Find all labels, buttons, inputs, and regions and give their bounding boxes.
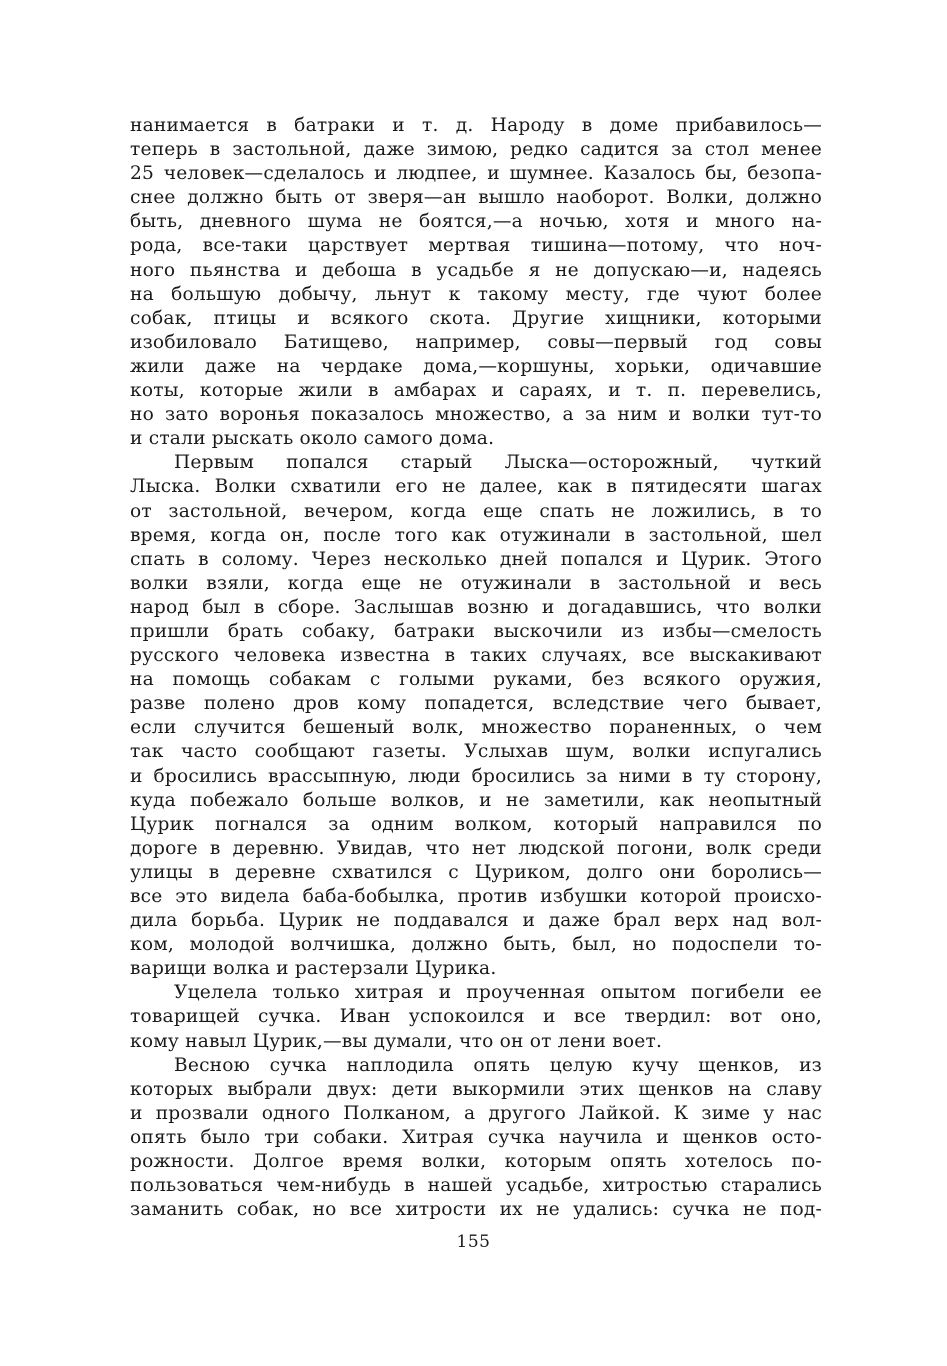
text-line: на помощь собакам с голыми руками, без всякого оружия, (130, 669, 822, 691)
text-line: теперь в застольной, даже зимою, редко садится за стол менее (130, 139, 822, 161)
text-line: быть, дневного шума не боятся,—а ночью, хотя и много на- (130, 211, 822, 233)
text-line: волки взяли, когда еще не отужинали в застольной и весь (130, 572, 822, 594)
text-line: 25 человек—сделалось и людпее, и шумнее. Казалось бы, безопа- (130, 163, 822, 185)
text-line: все это видела баба-бобылка, против избушки которой происхо- (130, 886, 822, 907)
text-line: время, когда он, после того как отужинали в застольной, шел (130, 524, 822, 546)
paragraph-end-line: варищи волка и растерзали Цурика. (130, 958, 497, 980)
text-line: пользоваться чем-нибудь в нашей усадьбе, хитростью старались (130, 1175, 822, 1197)
text-line: улицы в деревне схватился с Цуриком, долго они боролись— (130, 861, 822, 883)
paragraph-start-line: Первым попался старый Лыска—осторожный, чуткий (174, 452, 822, 474)
body-text (130, 114, 822, 1222)
text-line: опять было три собаки. Хитрая сучка научила и щенков осто- (130, 1126, 822, 1148)
text-line: если случится бешеный волк, множество пораненных, о чем (130, 717, 822, 739)
paragraph-start-line: Весною сучка наплодила опять целую кучу щенков, из (174, 1054, 822, 1076)
text-line: рода, все-таки царствует мертвая тишина—потому, что ноч- (130, 235, 822, 257)
paragraph-end-line: и стали рыскать около самого дома. (130, 428, 495, 450)
text-line: собак, птицы и всякого скота. Другие хищники, которыми (130, 307, 822, 329)
text-line: нанимается в батраки и т. д. Народу в доме прибавилось— (130, 115, 822, 136)
text-line: и прозвали одного Полканом, а другого Лайкой. К зиме у нас (130, 1102, 822, 1124)
text-line: и бросились врассыпную, люди бросились за ними в ту сторону, (130, 765, 822, 787)
text-line: Лыска. Волки схватили его не далее, как в пятидесяти шагах (130, 476, 822, 498)
text-line: на большую добычу, льнут к такому месту, где чуют более (130, 283, 822, 305)
text-line: дороге в деревню. Увидав, что нет людской погони, волк среди (130, 837, 822, 859)
page-number: 155 (456, 1232, 491, 1252)
text-line: ного пьянства и дебоша в усадьбе я не допускаю—и, надеясь (130, 259, 822, 281)
text-line: снее должно быть от зверя—ан вышло наоборот. Волки, должно (130, 187, 822, 209)
text-line: народ был в сборе. Заслышав возню и догадавшись, что волки (130, 596, 822, 618)
text-line: дила борьба. Цурик не поддавался и даже брал верх над вол- (130, 910, 822, 932)
text-line: жили даже на чердаке дома,—коршуны, хорьки, одичавшие (130, 355, 822, 377)
text-line: Цурик погнался за одним волком, который направился по (130, 813, 822, 835)
text-line: от застольной, вечером, когда еще спать не ложились, в то (130, 500, 822, 522)
text-line: разве полено дров кому попадется, вследствие чего бывает, (130, 693, 822, 715)
text-line: русского человека известна в таких случаях, все выскакивают (130, 645, 822, 667)
text-line: коты, которые жили в амбарах и сараях, и т. п. перевелись, (130, 380, 822, 402)
text-line: но зато воронья показалось множество, а за ним и волки тут-то (130, 404, 822, 426)
text-line: пришли брать собаку, батраки выскочили из избы—смелость (130, 620, 822, 642)
text-line: рожности. Долгое время волки, которым опять хотелось по- (130, 1151, 822, 1173)
text-line: изобиловало Батищево, например, совы—первый год совы (130, 331, 822, 353)
text-line: спать в солому. Через несколько дней попался и Цурик. Этого (130, 548, 822, 570)
paragraph-end-line: кому навыл Цурик,—вы думали, что он от лени воет. (130, 1030, 663, 1052)
text-line: ком, молодой волчишка, должно быть, был, но подоспели то- (130, 934, 822, 956)
paragraph-start-line: Уцелела только хитрая и проученная опытом погибели ее (174, 982, 822, 1004)
text-line: заманить собак, но все хитрости их не удались: сучка не под- (130, 1199, 822, 1221)
text-line: куда побежало больше волков, и не заметили, как неопытный (130, 789, 822, 811)
text-line: товарищей сучка. Иван успокоился и все твердил: вот оно, (130, 1006, 822, 1028)
text-line: которых выбрали двух: дети выкормили этих щенков на славу (130, 1078, 822, 1100)
text-line: так часто сообщают газеты. Услыхав шум, волки испугались (130, 741, 822, 763)
